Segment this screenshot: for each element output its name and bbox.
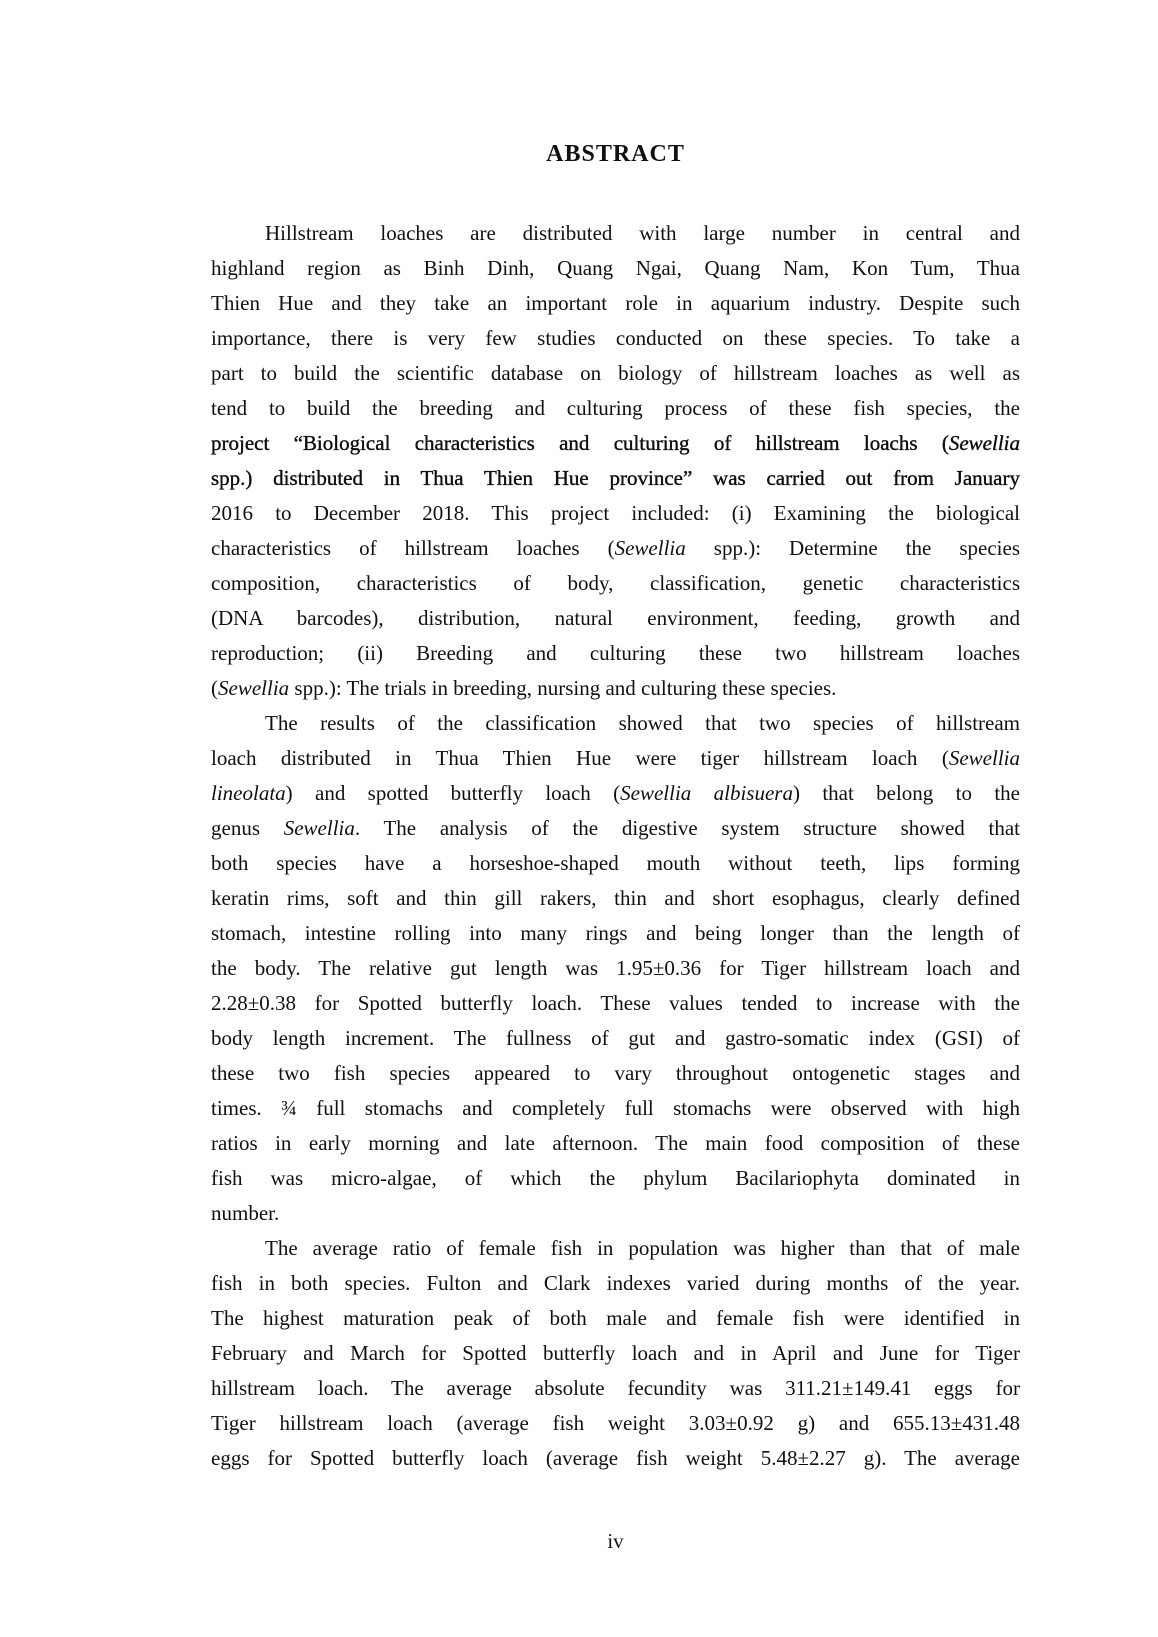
text-line xyxy=(211,1161,1020,1196)
text-line xyxy=(211,391,1020,426)
text-line xyxy=(211,671,1020,706)
text-segment: hillstream loach. The average absolute fecundity was 311.21±149.41 eggs for xyxy=(211,1376,1020,1400)
text-segment: project “Biological characteristics and culturing of hillstream loachs ( xyxy=(211,431,949,455)
text-line xyxy=(211,1371,1020,1406)
text-segment: loach distributed in Thua Thien Hue were tiger hillstream loach ( xyxy=(211,746,949,770)
text-segment: reproduction; (ii) Breeding and culturing these two hillstream loaches xyxy=(211,641,1020,665)
species-name-italic: Sewellia xyxy=(948,431,1020,455)
text-line xyxy=(211,426,1020,461)
text-line xyxy=(211,706,1020,741)
text-line xyxy=(211,776,1020,811)
text-line xyxy=(211,601,1020,636)
page-title: ABSTRACT xyxy=(546,141,685,167)
text-segment: genus xyxy=(211,816,284,840)
text-segment: 2.28±0.38 for Spotted butterfly loach. These values tended to increase with the xyxy=(211,991,1020,1015)
text-line xyxy=(211,216,1020,251)
text-segment: highland region as Binh Dinh, Quang Ngai, Quang Nam, Kon Tum, Thua xyxy=(211,256,1020,280)
text-line xyxy=(211,1196,1020,1231)
text-segment: ) that belong to the xyxy=(792,781,1020,805)
text-segment: The average ratio of female fish in population was higher than that of male xyxy=(265,1236,1020,1260)
text-segment: the body. The relative gut length was 1.95±0.36 for Tiger hillstream loach and xyxy=(211,956,1020,980)
text-line xyxy=(211,1441,1020,1476)
text-line xyxy=(211,1126,1020,1161)
text-segment: these two fish species appeared to vary throughout ontogenetic stages and xyxy=(211,1061,1020,1085)
text-segment: February and March for Spotted butterfly loach and in April and June for Tiger xyxy=(211,1341,1020,1365)
text-line xyxy=(211,1336,1020,1371)
text-line xyxy=(211,636,1020,671)
text-segment: . The analysis of the digestive system structure showed that xyxy=(354,816,1020,840)
text-segment: keratin rims, soft and thin gill rakers, thin and short esophagus, clearly defined xyxy=(211,886,1020,910)
text-segment: ( xyxy=(211,676,218,700)
text-line xyxy=(211,1056,1020,1091)
text-line xyxy=(211,951,1020,986)
text-line xyxy=(211,846,1020,881)
text-line xyxy=(211,1301,1020,1336)
text-line xyxy=(211,496,1020,531)
text-segment: fish was micro-algae, of which the phylum Bacilariophyta dominated in xyxy=(211,1166,1020,1190)
text-line xyxy=(211,1021,1020,1056)
text-line xyxy=(211,881,1020,916)
text-line xyxy=(211,461,1020,496)
species-name-italic: Sewellia albisuera xyxy=(620,781,793,805)
text-segment: Thien Hue and they take an important role in aquarium industry. Despite such xyxy=(211,291,1020,315)
text-line xyxy=(211,531,1020,566)
text-segment: spp.): Determine the species xyxy=(685,536,1021,560)
text-segment: 2016 to December 2018. This project included: (i) Examining the biological xyxy=(211,501,1020,525)
species-name-italic: lineolata xyxy=(211,781,286,805)
text-segment: spp.): The trials in breeding, nursing and culturing these species. xyxy=(289,676,837,700)
text-line xyxy=(211,566,1020,601)
species-name-italic: Sewellia xyxy=(948,746,1020,770)
text-segment: characteristics of hillstream loaches ( xyxy=(211,536,615,560)
text-segment: tend to build the breeding and culturing process of these fish species, the xyxy=(211,396,1020,420)
text-line xyxy=(211,1266,1020,1301)
text-segment: ) and spotted butterfly loach ( xyxy=(285,781,621,805)
text-segment: times. ¾ full stomachs and completely full stomachs were observed with high xyxy=(211,1096,1020,1120)
abstract-body xyxy=(211,216,1020,1476)
species-name-italic: Sewellia xyxy=(283,816,355,840)
text-segment: both species have a horseshoe-shaped mouth without teeth, lips forming xyxy=(211,851,1020,875)
text-segment: spp.) distributed in Thua Thien Hue province” was carried out from January xyxy=(211,466,1020,490)
text-line xyxy=(211,251,1020,286)
species-name-italic: Sewellia xyxy=(614,536,686,560)
text-line xyxy=(211,916,1020,951)
text-segment: fish in both species. Fulton and Clark indexes varied during months of the year. xyxy=(211,1271,1020,1295)
text-line xyxy=(211,286,1020,321)
text-line xyxy=(211,986,1020,1021)
text-line xyxy=(211,811,1020,846)
text-segment: part to build the scientific database on biology of hillstream loaches as well as xyxy=(211,361,1020,385)
text-segment: importance, there is very few studies conducted on these species. To take a xyxy=(211,326,1020,350)
species-name-italic: Sewellia xyxy=(218,676,290,700)
text-segment: composition, characteristics of body, classification, genetic characteristics xyxy=(211,571,1020,595)
text-segment: (DNA barcodes), distribution, natural environment, feeding, growth and xyxy=(211,606,1020,630)
text-segment: The results of the classification showed that two species of hillstream xyxy=(265,711,1020,735)
text-line xyxy=(211,321,1020,356)
text-segment: number. xyxy=(211,1201,280,1225)
text-segment: ratios in early morning and late afternoon. The main food composition of these xyxy=(211,1131,1020,1155)
text-segment: The highest maturation peak of both male and female fish were identified in xyxy=(211,1306,1020,1330)
page-number: iv xyxy=(607,1529,624,1553)
text-segment: Hillstream loaches are distributed with large number in central and xyxy=(265,221,1020,245)
text-segment: body length increment. The fullness of gut and gastro-somatic index (GSI) of xyxy=(211,1026,1020,1050)
text-segment: eggs for Spotted butterfly loach (average fish weight 5.48±2.27 g). The average xyxy=(211,1446,1020,1470)
text-line xyxy=(211,1091,1020,1126)
text-segment: Tiger hillstream loach (average fish weight 3.03±0.92 g) and 655.13±431.48 xyxy=(211,1411,1020,1435)
text-line xyxy=(211,1406,1020,1441)
text-segment: stomach, intestine rolling into many rings and being longer than the length of xyxy=(211,921,1020,945)
text-line xyxy=(211,356,1020,391)
text-line xyxy=(211,741,1020,776)
text-line xyxy=(211,1231,1020,1266)
